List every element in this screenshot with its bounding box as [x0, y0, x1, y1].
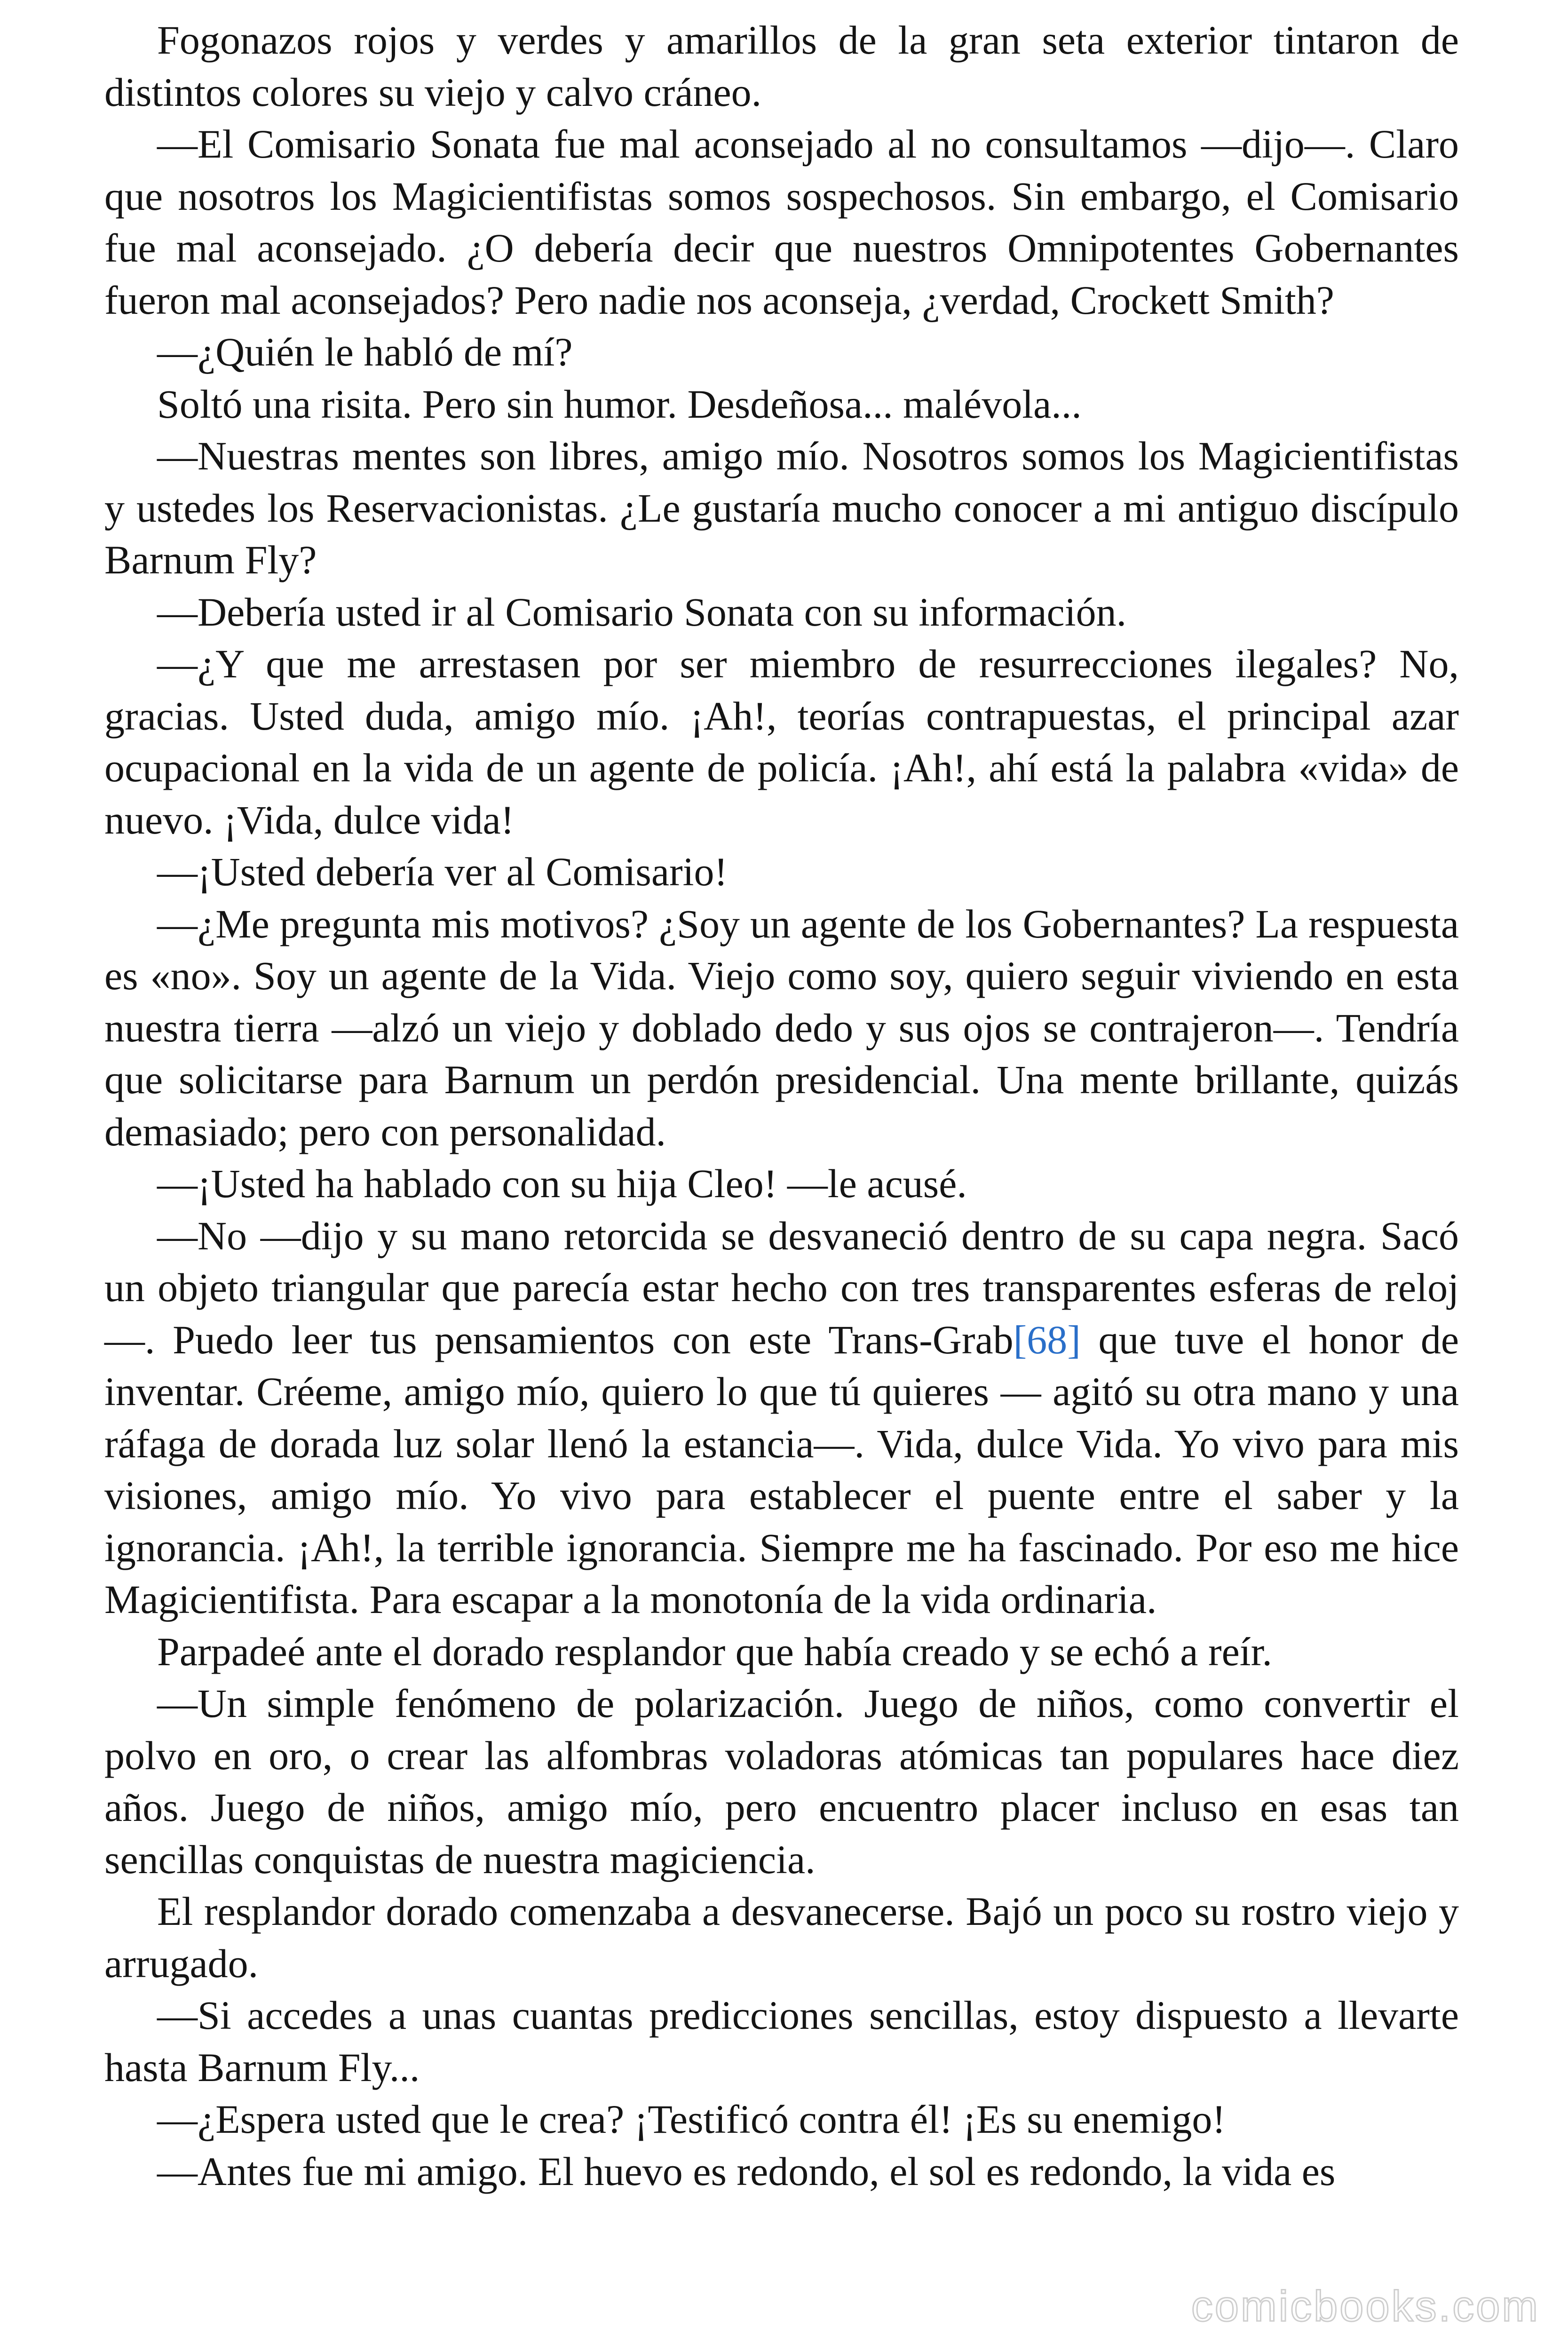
paragraph-11-with-footnote: [104, 1210, 1459, 1626]
book-page: [104, 14, 1459, 2197]
paragraph-6: —Debería usted ir al Comisario Sonata con su información.: [157, 589, 1127, 635]
paragraph-12: Parpadeé ante el dorado resplandor que había creado y se echó a reír.: [157, 1629, 1273, 1674]
paragraph-7: —¿Y que me arrestasen por ser miembro de resurrecciones ilegales? No, gracias. Usted duda, amigo mío. ¡Ah!, teorías contrapuestas, el principal azar ocupacional en la vida de un agente de policía. ¡Ah!, ahí está la palabra «vida» de nuevo. ¡Vida, dulce vida!: [104, 641, 1459, 842]
paragraph-3: —¿Quién le habló de mí?: [157, 329, 573, 374]
paragraph-8: —¡Usted debería ver al Comisario!: [157, 849, 728, 894]
paragraph-11-text-after: que tuve el honor de inventar. Créeme, amigo mío, quiero lo que tú quieres — agitó su otra mano y una ráfaga de dorada luz solar llenó la estancia—. Vida, dulce Vida. Yo vivo para mis visiones, amigo mío. Yo vivo para establecer el puente entre el saber y la ignorancia. ¡Ah!, la terrible ignorancia. Siempre me ha fascinado. Por eso me hice Magicientifista. Para escapar a la monotonía de la vida ordinaria.: [104, 1317, 1459, 1622]
paragraph-10: —¡Usted ha hablado con su hija Cleo! —le acusé.: [157, 1161, 967, 1206]
footnote-link-68[interactable]: [68]: [1013, 1317, 1081, 1362]
paragraph-16: —¿Espera usted que le crea? ¡Testificó contra él! ¡Es su enemigo!: [157, 2097, 1226, 2142]
paragraph-15: —Si accedes a unas cuantas predicciones sencillas, estoy dispuesto a llevarte hasta Barnum Fly...: [104, 1993, 1459, 2090]
site-watermark: comicbooks.com: [1191, 2282, 1540, 2330]
paragraph-13: —Un simple fenómeno de polarización. Juego de niños, como convertir el polvo en oro, o crear las alfombras voladoras atómicas tan populares hace diez años. Juego de niños, amigo mío, pero encuentro placer incluso en esas tan sencillas conquistas de nuestra magiciencia.: [104, 1681, 1459, 1882]
paragraph-9: —¿Me pregunta mis motivos? ¿Soy un agente de los Gobernantes? La respuesta es «no». Soy un agente de la Vida. Viejo como soy, quiero seguir viviendo en esta nuestra tierra —alzó un viejo y doblado dedo y sus ojos se contrajeron—. Tendría que solicitarse para Barnum un perdón presidencial. Una mente brillante, quizás demasiado; pero con personalidad.: [104, 901, 1459, 1154]
paragraph-14: El resplandor dorado comenzaba a desvanecerse. Bajó un poco su rostro viejo y arrugado.: [104, 1889, 1459, 1986]
paragraph-17: —Antes fue mi amigo. El huevo es redondo, el sol es redondo, la vida es: [157, 2148, 1336, 2194]
paragraph-5: —Nuestras mentes son libres, amigo mío. Nosotros somos los Magicientifistas y ustedes los Reservacionistas. ¿Le gustaría mucho conocer a mi antiguo discípulo Barnum Fly?: [104, 433, 1459, 582]
paragraph-2: —El Comisario Sonata fue mal aconsejado al no consultamos —dijo—. Claro que nosotros los Magicientifistas somos sospechosos. Sin embargo, el Comisario fue mal aconsejado. ¿O debería decir que nuestros Omnipotentes Gobernantes fueron mal aconsejados? Pero nadie nos aconseja, ¿verdad, Crockett Smith?: [104, 121, 1459, 323]
paragraph-11-text-before: —No —dijo y su mano retorcida se desvaneció dentro de su capa negra. Sacó un objeto triangular que parecía estar hecho con tres transparentes esferas de reloj—. Puedo leer tus pensamientos con este Trans-Grab: [104, 1213, 1459, 1362]
paragraph-1: Fogonazos rojos y verdes y amarillos de la gran seta exterior tintaron de distintos colores su viejo y calvo cráneo.: [104, 17, 1459, 115]
paragraph-4: Soltó una risita. Pero sin humor. Desdeñosa... malévola...: [157, 381, 1082, 427]
